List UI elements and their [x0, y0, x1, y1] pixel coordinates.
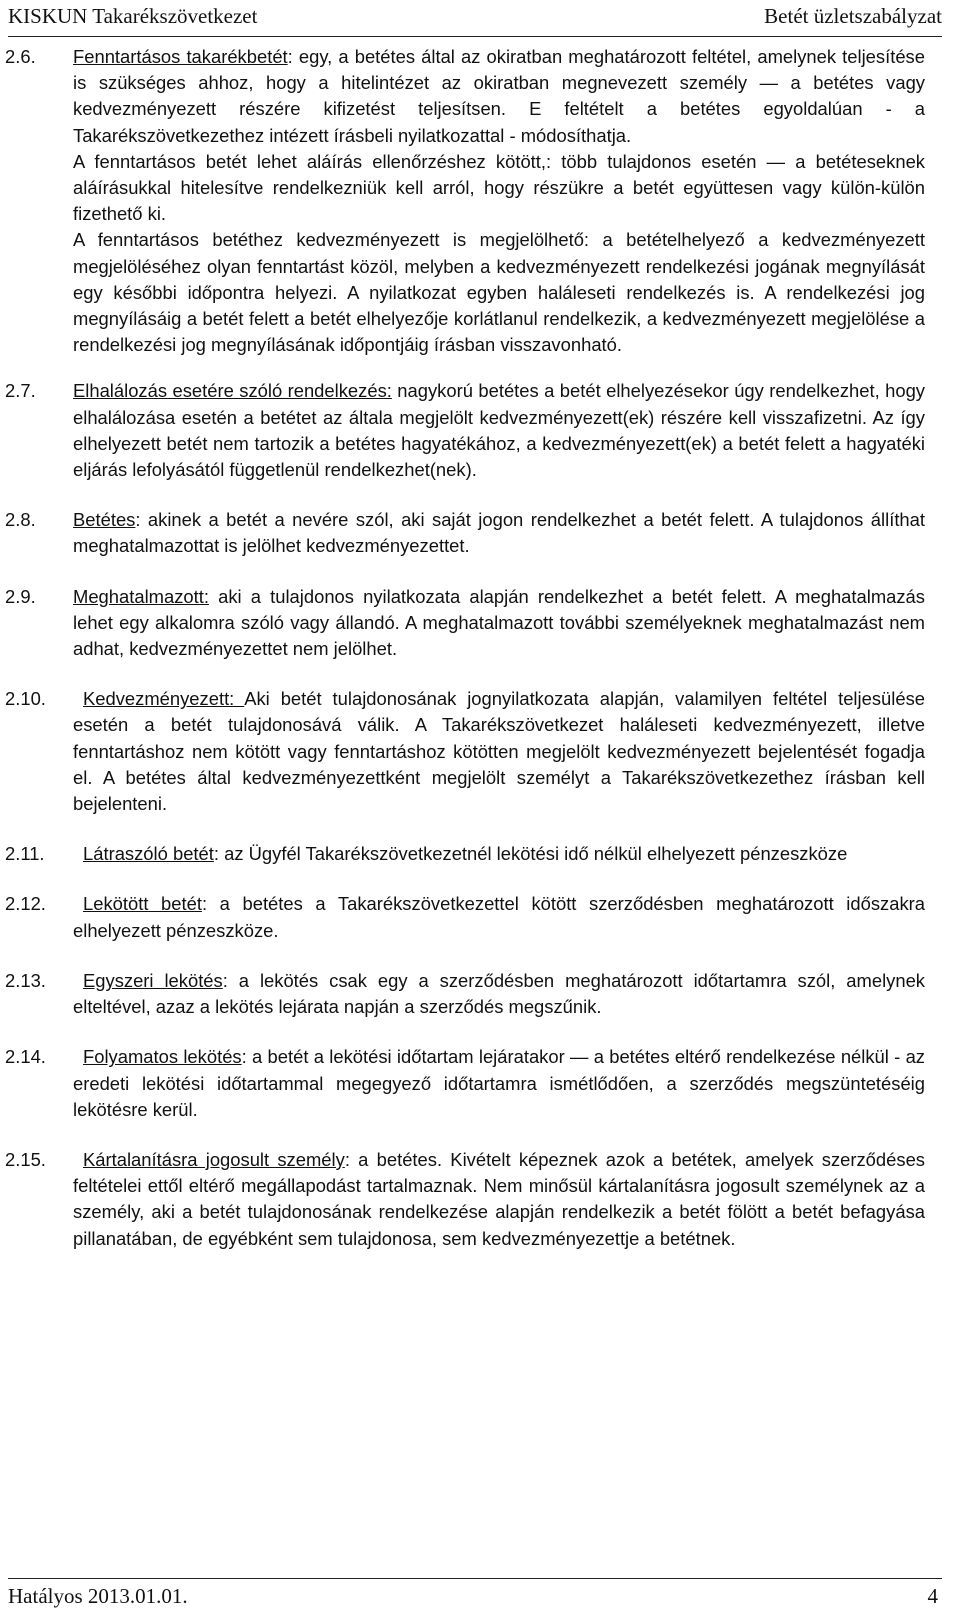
section-number: 2.8.: [5, 509, 36, 531]
page-header: [8, 4, 942, 34]
section-number: 2.11.: [5, 843, 45, 865]
section-number: 2.10.: [5, 688, 46, 710]
footer-effective-date: Hatályos 2013.01.01.: [8, 1584, 188, 1608]
section-text: : a betétes a Takarékszövetkezettel kötött szerződésben meghatározott időszakra elhelyezett pénzeszköze.: [73, 893, 925, 941]
section-2-6-paragraph-1: [5, 44, 925, 149]
section-text: Aki betét tulajdonosának jognyilatkozata alapján, valamilyen feltétel teljesülése esetén a betét tulajdonosává válik. A Takarékszövetkezet haláleseti kedvezményezett, illetve fenntartáshoz nem kötött vagy fenntartáshoz kötötten megjelölt kedvezményezett bejelentését fogadja el. A betétes által kedvezményezettként megjelölt személyt a Takarékszövetkezethez írásban kell bejelenteni.: [73, 688, 925, 815]
section-2-9: [5, 584, 925, 663]
section-2-11-paragraph: [5, 841, 925, 867]
section-term: Egyszeri lekötés: [83, 969, 223, 991]
section-number: 2.6.: [5, 46, 36, 67]
section-2-14-paragraph: [5, 1044, 925, 1123]
section-text: nagykorú betétes a betét elhelyezésekor úgy rendelkezhet, hogy elhalálozása esetén a betétet az általa megjelölt kedvezményezett(ek) részére kell visszafizetni. Az így elhelyezett betét nem tartozik a betétes hagyatékához, a kedvezményezett(ek) a betét felett a hagyatéki eljárás lefolyásától függetlenül rendelkezhet(nek).: [73, 380, 925, 481]
section-number: 2.7.: [5, 380, 36, 402]
section-2-8: [5, 507, 925, 559]
section-number: 2.9.: [5, 585, 36, 607]
section-term: Elhalálozás esetére szóló rendelkezés:: [73, 380, 392, 402]
section-2-15-paragraph: [5, 1147, 925, 1252]
section-2-10-paragraph: [5, 686, 925, 817]
section-2-10: [5, 686, 925, 817]
section-2-13: [5, 968, 925, 1020]
section-term: Lekötött betét: [83, 893, 202, 915]
document-body: [5, 44, 925, 1276]
section-text: : a lekötés csak egy a szerződésben meghatározott időtartamra szól, amelynek elteltével, azaz a lekötés lejárata napján a szerződés megszűnik.: [73, 969, 925, 1018]
section-term: Betétes: [73, 509, 136, 531]
section-number: 2.13.: [5, 969, 46, 991]
section-2-7: [5, 378, 925, 483]
section-2-6: [5, 44, 925, 358]
section-text: : akinek a betét a nevére szól, aki saját jogon rendelkezhet a betét felett. A tulajdonos állíthat meghatalmazottat is jelölhet kedvezményezettet.: [73, 509, 925, 557]
header-institution: KISKUN Takarékszövetkezet: [8, 4, 258, 28]
section-2-14: [5, 1044, 925, 1123]
page-footer: [8, 1584, 938, 1609]
section-2-12: [5, 891, 925, 943]
section-2-11: [5, 841, 925, 867]
section-term: Fenntartásos takarékbetét: [73, 46, 288, 67]
section-number: 2.14.: [5, 1046, 46, 1068]
section-text: aki a tulajdonos nyilatkozata alapján rendelkezhet a betét felett. A meghatalmazás lehet egy alkalomra szóló vagy állandó. A meghatalmazott további személyeknek meghatalmazást nem adhat, kedvezményezettet nem jelölhet.: [73, 585, 925, 660]
section-number: 2.15.: [5, 1148, 46, 1170]
section-2-6-paragraph-3: A fenntartásos betéthez kedvezményezett is megjelölhető: a betételhelyező a kedvezményezett megjelöléséhez olyan fenntartást közöl, melyben a kedvezményezett rendelkezési jogának megnyílását egy későbbi időpontra helyezi. A nyilatkozat egyben haláleseti rendelkezés is. A rendelkezési jog megnyílásáig a betét felett a betét elhelyezője korlátlanul rendelkezik, a kedvezményezett megjelölése a rendelkezési jog megnyílásának időpontjáig írásban visszavonható.: [73, 229, 925, 356]
section-2-9-paragraph: [5, 584, 925, 663]
section-term: Kártalanításra jogosult személy: [83, 1148, 345, 1170]
section-term: Látraszóló betét: [83, 843, 214, 865]
section-2-12-paragraph: [5, 891, 925, 943]
section-2-8-paragraph: [5, 507, 925, 559]
footer-rule: [8, 1578, 942, 1579]
header-document-title: Betét üzletszabályzat: [764, 4, 942, 28]
section-text: : az Ügyfél Takarékszövetkezetnél lekötési idő nélkül elhelyezett pénzeszköze: [213, 843, 848, 865]
header-rule: [8, 36, 942, 37]
page-number: 4: [927, 1584, 938, 1608]
section-term: Folyamatos lekötés: [83, 1046, 242, 1068]
section-2-6-paragraph-2: A fenntartásos betét lehet aláírás ellenőrzéshez kötött,: több tulajdonos esetén — a betéteseknek aláírásukkal hitelesítve rendelkezniük kell arról, hogy részükre a betét együttesen vagy külön-külön fizethető ki.: [73, 150, 925, 225]
section-text: : a betétes. Kivételt képeznek azok a betétek, amelyek szerződéses feltételei ettől eltérő megállapodást tartalmaznak. Nem minősül kártalanításra jogosult személynek az a személy, aki a betét tulajdonosának rendelkezése alapján rendelkezik a betét fölött a betét befagyása pillanatában, de egyébként sem tulajdonosa, sem kedvezményezettje a betétnek.: [73, 1148, 925, 1249]
section-text: : a betét a lekötési időtartam lejáratakor — a betétes eltérő rendelkezése nélkül - az eredeti lekötési időtartammal megegyező időtartamra ismétlődően, a szerződés megszüntetéséig lekötésre kerül.: [73, 1046, 925, 1120]
section-2-7-paragraph: [5, 378, 925, 483]
section-number: 2.12.: [5, 893, 46, 915]
section-term: Kedvezményezett:: [83, 688, 245, 710]
section-text: : egy, a betétes által az okiratban meghatározott feltétel, amelynek teljesítése is szükséges ahhoz, hogy a hitelintézet az okiratban megnevezett személy — a betétes vagy kedvezményezett részére kifizetést teljesítsen. E feltételt a betétes egyoldalúan - a Takarékszövetkezethez intézett írásbeli nyilatkozattal - módosíthatja.: [73, 46, 925, 146]
section-term: Meghatalmazott:: [73, 585, 209, 607]
section-2-15: [5, 1147, 925, 1252]
section-2-13-paragraph: [5, 968, 925, 1020]
